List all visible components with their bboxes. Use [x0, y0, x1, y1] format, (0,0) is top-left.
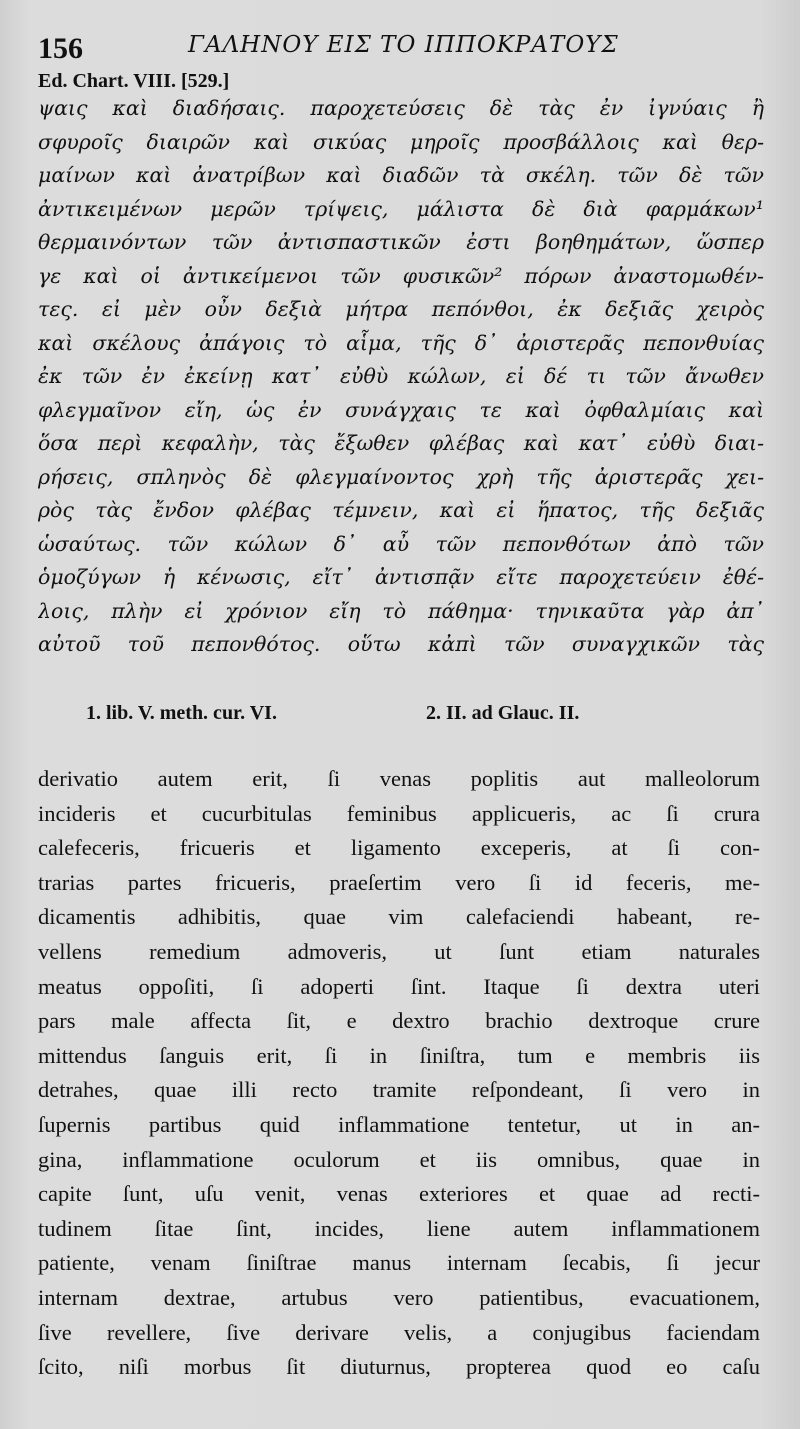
- page-header: [38, 24, 758, 68]
- greek-line: ὅσα περὶ κεφαλὴν, τὰς ἔξωθεν φλέβας καὶ κατ᾽ εὐθὺ διαι-: [38, 431, 764, 455]
- latin-line: capite ſunt, uſu venit, venas exteriores et quae ad recti-: [38, 1181, 760, 1207]
- latin-line: internam dextrae, artubus vero patientibus, evacuationem,: [38, 1284, 760, 1310]
- latin-line: mittendus ſanguis erit, ſi in ſiniſtra, tum e membris iis: [38, 1042, 760, 1068]
- greek-line: αὐτοῦ τοῦ πεπονθότος. οὕτω κἀπὶ τῶν συναγχικῶν τὰς: [38, 632, 764, 656]
- greek-line: σφυροῖς διαιρῶν καὶ σικύας μηροῖς προσβάλλοις καὶ θερ-: [38, 129, 764, 154]
- greek-line: ἀντικειμένων μερῶν τρίψεις, μάλιστα δὲ διὰ φαρμάκων¹: [38, 196, 764, 221]
- footnotes: [86, 702, 706, 732]
- greek-line: τες. εἰ μὲν οὖν δεξιὰ μήτρα πεπόνθοι, ἐκ δεξιᾶς χειρὸς: [38, 297, 764, 321]
- greek-line: φλεγμαῖνον εἴη, ὡς ἐν συνάγχαις τε καὶ ὀφθαλμίαις καὶ: [38, 397, 764, 422]
- latin-line: vellens remedium admoveris, ut ſunt etiam naturales: [38, 938, 760, 964]
- greek-line: ἐκ τῶν ἐν ἐκείνῃ κατ᾽ εὐθὺ κώλων, εἰ δέ τι τῶν ἄνωθεν: [38, 364, 764, 388]
- page-number: 156: [38, 32, 83, 65]
- running-title: ΓΑΛΗΝΟΥ ΕΙΣ ΤΟ ΙΠΠΟΚΡΑΤΟΥΣ: [188, 32, 619, 58]
- latin-line: detrahes, quae illi recto tramite reſpondeant, ſi vero in: [38, 1077, 760, 1103]
- greek-line: καὶ σκέλους ἀπάγοις τὸ αἷμα, τῆς δ᾽ ἀριστερᾶς πεπονθυίας: [38, 330, 764, 355]
- latin-line: pars male affecta ſit, e dextro brachio dextroque crure: [38, 1008, 760, 1034]
- greek-line: ρὸς τὰς ἔνδον φλέβας τέμνειν, καὶ εἰ ἥπατος, τῆς δεξιᾶς: [38, 498, 764, 522]
- latin-line: tudinem ſitae ſint, incides, liene autem inflammationem: [38, 1215, 760, 1241]
- latin-line: calefeceris, fricueris et ligamento exceperis, at ſi con-: [38, 835, 760, 861]
- latin-line: ſcito, niſi morbus ſit diuturnus, propterea quod eo caſu: [38, 1354, 760, 1380]
- edition-reference: Ed. Chart. VIII. [529.]: [38, 70, 230, 92]
- greek-line: γε καὶ οἱ ἀντικείμενοι τῶν φυσικῶν² πόρων ἀναστομωθέν-: [38, 263, 764, 288]
- latin-line: gina, inflammatione oculorum et iis omnibus, quae in: [38, 1146, 760, 1172]
- greek-line: ψαις καὶ διαδήσαις. παροχετεύσεις δὲ τὰς ἐν ἰγνύαις ἢ: [38, 96, 764, 120]
- greek-line: ὁμοζύγων ἡ κένωσις, εἴτ᾽ ἀντισπᾷν εἴτε παροχετεύειν ἐθέ-: [38, 565, 764, 589]
- latin-text-block: [38, 762, 760, 1385]
- latin-line: trarias partes fricueris, praeſertim vero ſi id feceris, me-: [38, 869, 760, 895]
- greek-line: ὡσαύτως. τῶν κώλων δ᾽ αὖ τῶν πεπονθότων ἀπὸ τῶν: [38, 531, 764, 556]
- latin-line: derivatio autem erit, ſi venas poplitis aut malleolorum: [38, 766, 760, 791]
- greek-text-block: [38, 92, 764, 662]
- footnote-1: 1. lib. V. meth. cur. VI.: [86, 702, 277, 724]
- greek-line: μαίνων καὶ ἀνατρίβων καὶ διαδῶν τὰ σκέλη. τῶν δὲ τῶν: [38, 163, 764, 187]
- latin-line: ſupernis partibus quid inflammatione tentetur, ut in an-: [38, 1111, 760, 1137]
- latin-line: dicamentis adhibitis, quae vim calefaciendi habeant, re-: [38, 904, 760, 930]
- greek-line: ρήσεις, σπληνὸς δὲ φλεγμαίνοντος χρὴ τῆς ἀριστερᾶς χει-: [38, 464, 764, 489]
- latin-line: patiente, venam ſiniſtrae manus internam ſecabis, ſi jecur: [38, 1250, 760, 1276]
- greek-line: θερμαινόντων τῶν ἀντισπαστικῶν ἐστι βοηθημάτων, ὥσπερ: [38, 230, 764, 254]
- greek-line: λοις, πλὴν εἰ χρόνιον εἴη τὸ πάθημα· τηνικαῦτα γὰρ ἀπ᾽: [38, 598, 764, 623]
- latin-line: meatus oppoſiti, ſi adoperti ſint. Itaque ſi dextra uteri: [38, 973, 760, 999]
- latin-line: ſive revellere, ſive derivare velis, a conjugibus faciendam: [38, 1319, 760, 1345]
- footnote-2: 2. II. ad Glauc. II.: [426, 702, 580, 724]
- latin-line: incideris et cucurbitulas feminibus applicueris, ac ſi crura: [38, 800, 760, 826]
